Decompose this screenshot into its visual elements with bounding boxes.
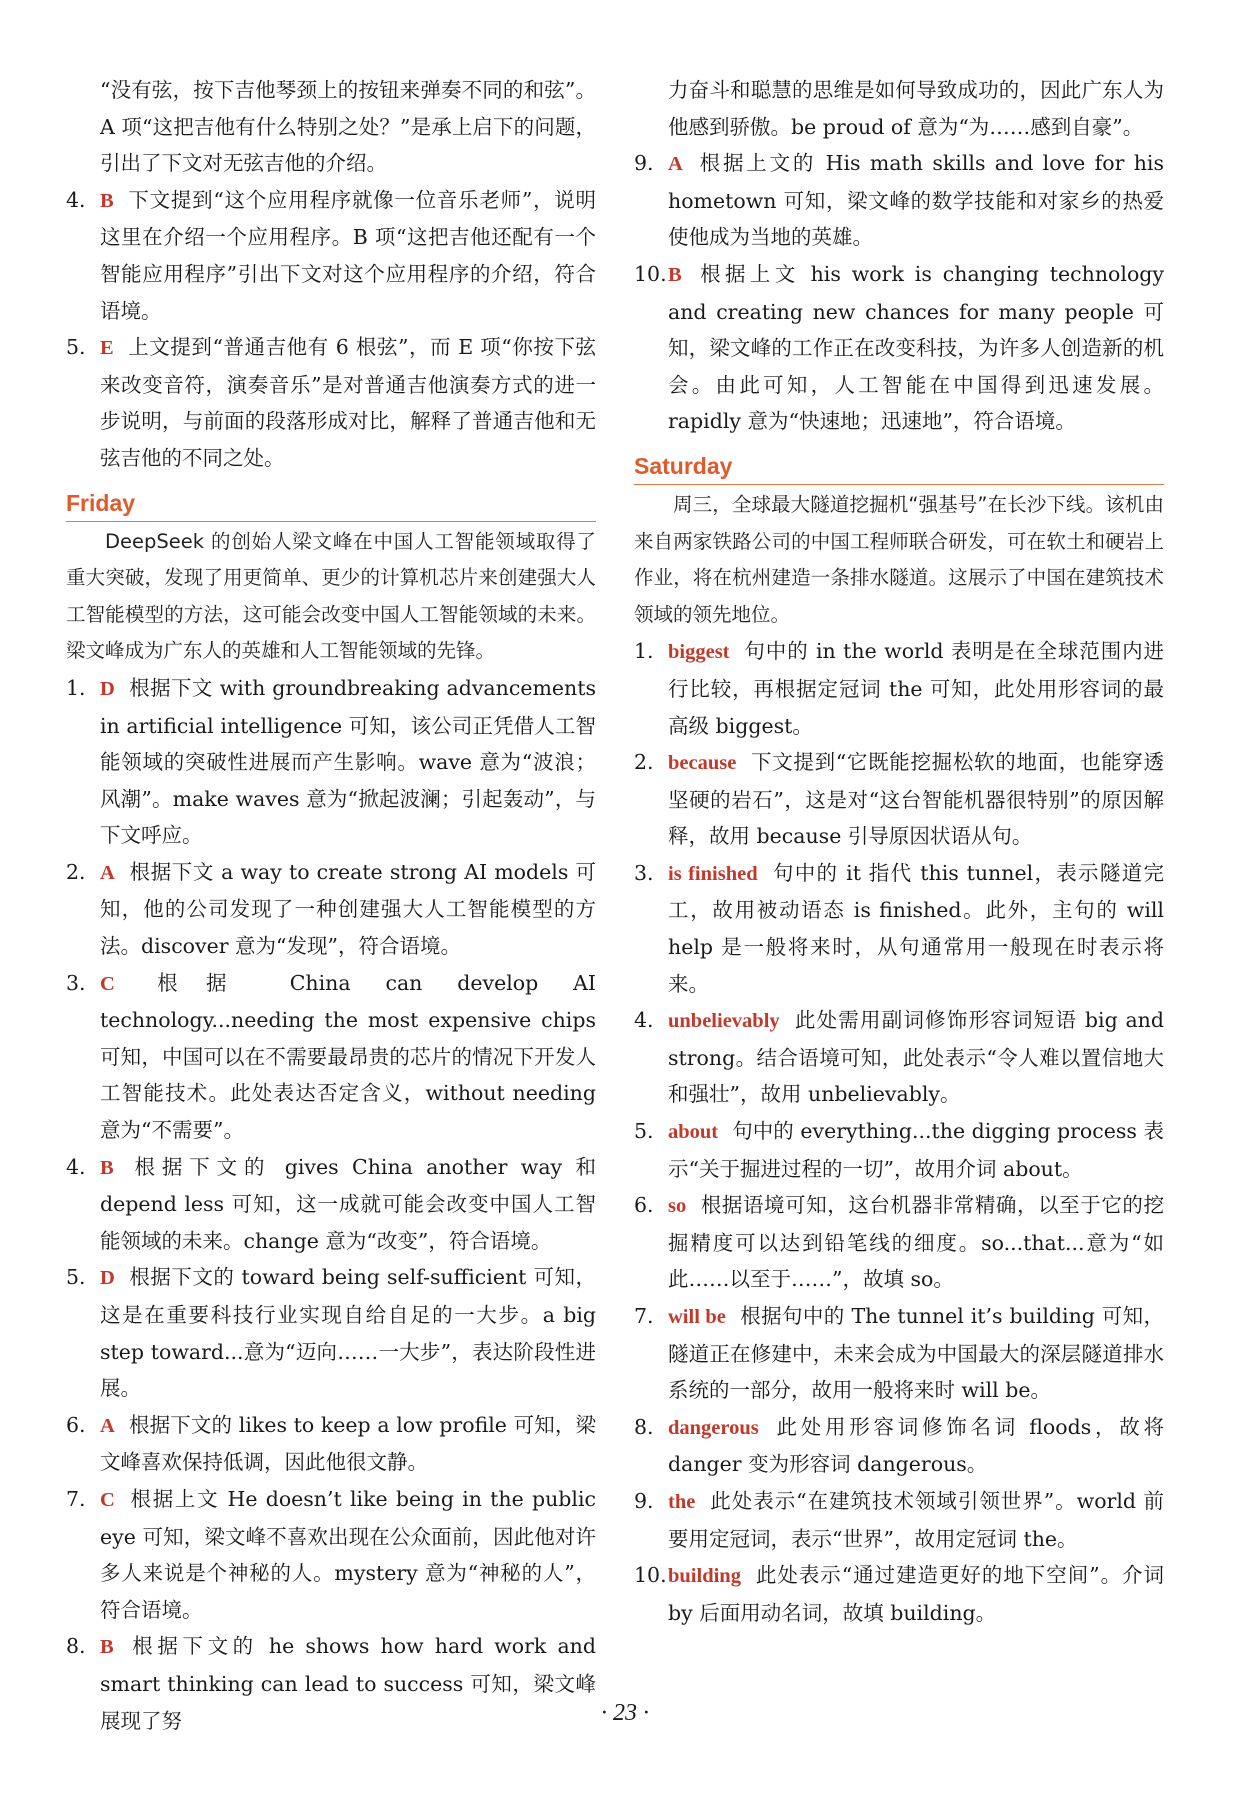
section-intro: DeepSeek 的创始人梁文峰在中国人工智能领域取得了重大突破，发现了用更简单、更少的计算机芯片来创建强大人工智能模型的方法，这可能会改变中国人工智能领域的未来。梁文峰成为广东人的英雄和人工智能领域的先锋。	[66, 529, 596, 663]
list-item	[66, 1481, 596, 1628]
item-number: 10.	[634, 261, 667, 286]
item-number: 5.	[634, 1119, 654, 1144]
explanation: 句中的 in the world 表明是在全球范围内进行比较，再根据定冠词 the 可知，此处用形容词的最高级 biggest。	[668, 639, 1164, 738]
answer-key: A	[100, 1414, 115, 1437]
answer-key: because	[668, 752, 737, 775]
item-number: 6.	[66, 1412, 86, 1437]
answer-key: E	[100, 337, 114, 360]
item-number: 9.	[634, 151, 654, 176]
explanation: 此处表示“通过建造更好的地下空间”。介词 by 后面用动名词，故填 building。	[668, 1563, 1164, 1625]
list-item	[634, 633, 1164, 744]
left-column	[66, 72, 596, 1739]
explanation: 根据句中的 The tunnel it’s building 可知，隧道正在修建中，未来会成为中国最大的深层隧道排水系统的一部分，故用一般将来时 will be。	[668, 1304, 1164, 1403]
answer-key: will be	[668, 1306, 726, 1328]
explanation: 下文提到“它既能挖掘松软的地面，也能穿透坚硬的岩石”，这是对“这台智能机器很特别”的原因解释，故用 because 引导原因状语从句。	[668, 750, 1164, 849]
item-number: 4.	[634, 1008, 654, 1033]
list-item	[634, 1298, 1164, 1409]
section-heading-friday: Friday	[66, 485, 596, 522]
list-item	[66, 1259, 596, 1406]
explanation: 此处需用副词修饰形容词短语 big and strong。结合语境可知，此处表示“令人难以置信地大和强壮”，故用 unbelievably。	[668, 1008, 1164, 1107]
explanation: 根据下文的 toward being self-sufficient 可知，这是在重要科技行业实现自给自足的一大步。a big step toward...意为“迈向……一大步”，表达阶段性进展。	[100, 1265, 596, 1401]
continued-text: 力奋斗和聪慧的思维是如何导致成功的，因此广东人为他感到骄傲。be proud of 意为“为……感到自豪”。	[668, 78, 1164, 139]
answer-key: dangerous	[668, 1416, 759, 1439]
explanation: 根据下文的 gives China another way 和 depend less 可知，这一成就可能会改变中国人工智能领域的未来。change 意为“改变”，符合语境。	[100, 1154, 596, 1253]
answer-list-saturday	[634, 633, 1164, 1631]
list-item	[634, 1557, 1164, 1631]
list-item	[66, 1149, 596, 1260]
explanation: 下文提到“这个应用程序就像一位音乐老师”，说明这里在介绍一个应用程序。B 项“这把吉他还配有一个智能应用程序”引出下文对这个应用程序的介绍，符合语境。	[100, 187, 596, 323]
explanation: 根据下文的 he shows how hard work and smart thinking can lead to success 可知，梁文峰展现了努	[100, 1634, 596, 1733]
explanation: 根据下文 with groundbreaking advancements in artificial intelligence 可知，该公司正凭借人工智能领域的突破性进展而产生影响。wave 意为“波浪；风潮”。make waves 意为“掀起波澜；引起轰动”，与下文呼应。	[100, 675, 596, 848]
answer-list-friday-cont	[634, 145, 1164, 440]
list-item	[66, 1407, 596, 1481]
answer-key: C	[100, 972, 115, 995]
list-item	[634, 145, 1164, 256]
answer-key: about	[668, 1121, 719, 1144]
answer-key: B	[100, 1156, 114, 1179]
list-item	[634, 1409, 1164, 1483]
explanation: 此处用形容词修饰名词 floods，故将 danger 变为形容词 dangerous。	[668, 1414, 1164, 1477]
item-number: 6.	[634, 1193, 654, 1218]
item-number: 8.	[66, 1634, 86, 1659]
item-number: 7.	[634, 1304, 654, 1328]
explanation: 根据上文 He doesn’t like being in the public eye 可知，梁文峰不喜欢出现在公众面前，因此他对许多人来说是个神秘的人。mystery 意为“神秘的人”，符合语境。	[100, 1486, 596, 1622]
item-number: 1.	[634, 639, 654, 664]
list-item	[66, 670, 596, 854]
list-item	[634, 1113, 1164, 1187]
list-item	[634, 1002, 1164, 1113]
answer-key: A	[100, 861, 115, 884]
answer-key: is finished	[668, 862, 758, 885]
answer-key: the	[668, 1490, 696, 1513]
answer-key: C	[100, 1488, 115, 1511]
answer-key: D	[100, 1267, 115, 1290]
explanation: 上文提到“普通吉他有 6 根弦”，而 E 项“你按下弦来改变音符，演奏音乐”是对普通吉他演奏方式的进一步说明，与前面的段落形成对比，解释了普通吉他和无弦吉他的不同之处。	[100, 335, 596, 470]
list-item	[634, 256, 1164, 440]
item-number: 4.	[66, 1154, 86, 1179]
item-number: 10.	[634, 1563, 667, 1588]
answer-key: unbelievably	[668, 1010, 780, 1033]
item-number: 2.	[634, 750, 654, 775]
item-number: 2.	[66, 859, 86, 884]
explanation: 根据下文 a way to create strong AI models 可知，他的公司发现了一种创建强大人工智能模型的方法。discover 意为“发现”，符合语境。	[100, 859, 596, 959]
answer-key: biggest	[668, 641, 730, 664]
section-heading-saturday: Saturday	[634, 448, 1164, 485]
right-column	[634, 72, 1164, 1631]
page-number: · 23 ·	[601, 1700, 649, 1726]
explanation: 此处表示“在建筑技术领域引领世界”。world 前要用定冠词，表示“世界”，故用定冠词 the。	[668, 1488, 1164, 1551]
item-number: 5.	[66, 335, 86, 360]
item-number: 1.	[66, 675, 86, 700]
answer-key: B	[668, 263, 682, 286]
list-item	[66, 329, 596, 476]
answer-key: building	[668, 1565, 741, 1588]
item-number: 8.	[634, 1414, 654, 1439]
explanation: 根据语境可知，这台机器非常精确，以至于它的挖掘精度可以达到铅笔线的细度。so...that...意为“如此……以至于……”，故填 so。	[668, 1193, 1164, 1292]
item-number: 3.	[634, 860, 654, 885]
answer-key: D	[100, 677, 115, 700]
list-item	[66, 965, 596, 1149]
list-item	[634, 855, 1164, 1002]
list-item	[634, 744, 1164, 855]
item-number: 5.	[66, 1265, 86, 1290]
section-intro: 周三，全球最大隧道挖掘机“强基号”在长沙下线。该机由来自两家铁路公司的中国工程师联合研发，可在软土和硬岩上作业，将在杭州建造一条排水隧道。这展示了中国在建筑技术领域的领先地位。	[634, 492, 1164, 626]
list-item	[66, 182, 596, 329]
answer-key: B	[100, 189, 114, 212]
continued-text: “没有弦，按下吉他琴颈上的按钮来弹奏不同的和弦”。A 项“这把吉他有什么特别之处？”是承上启下的问题，引出了下文对无弦吉他的介绍。	[100, 78, 596, 176]
answer-list-friday	[66, 670, 596, 1739]
list-item	[634, 1187, 1164, 1298]
explanation: 根据上文 his work is changing technology and creating new chances for many people 可知，梁文峰的工作正在改变科技，为许多人创造新的机会。由此可知，人工智能在中国得到迅速发展。rapidly 意为“快速地；迅速地”，符合语境。	[668, 261, 1164, 434]
item-number: 9.	[634, 1488, 654, 1513]
answer-key: B	[100, 1636, 114, 1659]
explanation: 句中的 it 指代 this tunnel，表示隧道完工，故用被动语态 is finished。此外，主句的 will help 是一般将来时，从句通常用一般现在时表示将来。	[668, 860, 1164, 996]
explanation: 根据上文的 His math skills and love for his hometown 可知，梁文峰的数学技能和对家乡的热爱使他成为当地的英雄。	[668, 151, 1164, 250]
answer-key: so	[668, 1195, 687, 1218]
explanation: 根据 China can develop AI technology...needing the most expensive chips 可知，中国可以在不需要最昂贵的芯片的情况下开发人工智能技术。此处表达否定含义，without needing 意为“不需要”。	[100, 970, 596, 1143]
item-number: 7.	[66, 1486, 86, 1511]
item-number: 4.	[66, 187, 86, 212]
answer-list-thursday	[66, 182, 596, 477]
item-number: 3.	[66, 970, 86, 995]
list-item	[66, 854, 596, 965]
explanation: 句中的 everything...the digging process 表示“关于掘进过程的一切”，故用介词 about。	[668, 1119, 1164, 1181]
explanation: 根据下文的 likes to keep a low profile 可知，梁文峰喜欢保持低调，因此他很文静。	[100, 1412, 596, 1475]
list-item	[634, 1483, 1164, 1557]
answer-key: A	[668, 153, 683, 176]
